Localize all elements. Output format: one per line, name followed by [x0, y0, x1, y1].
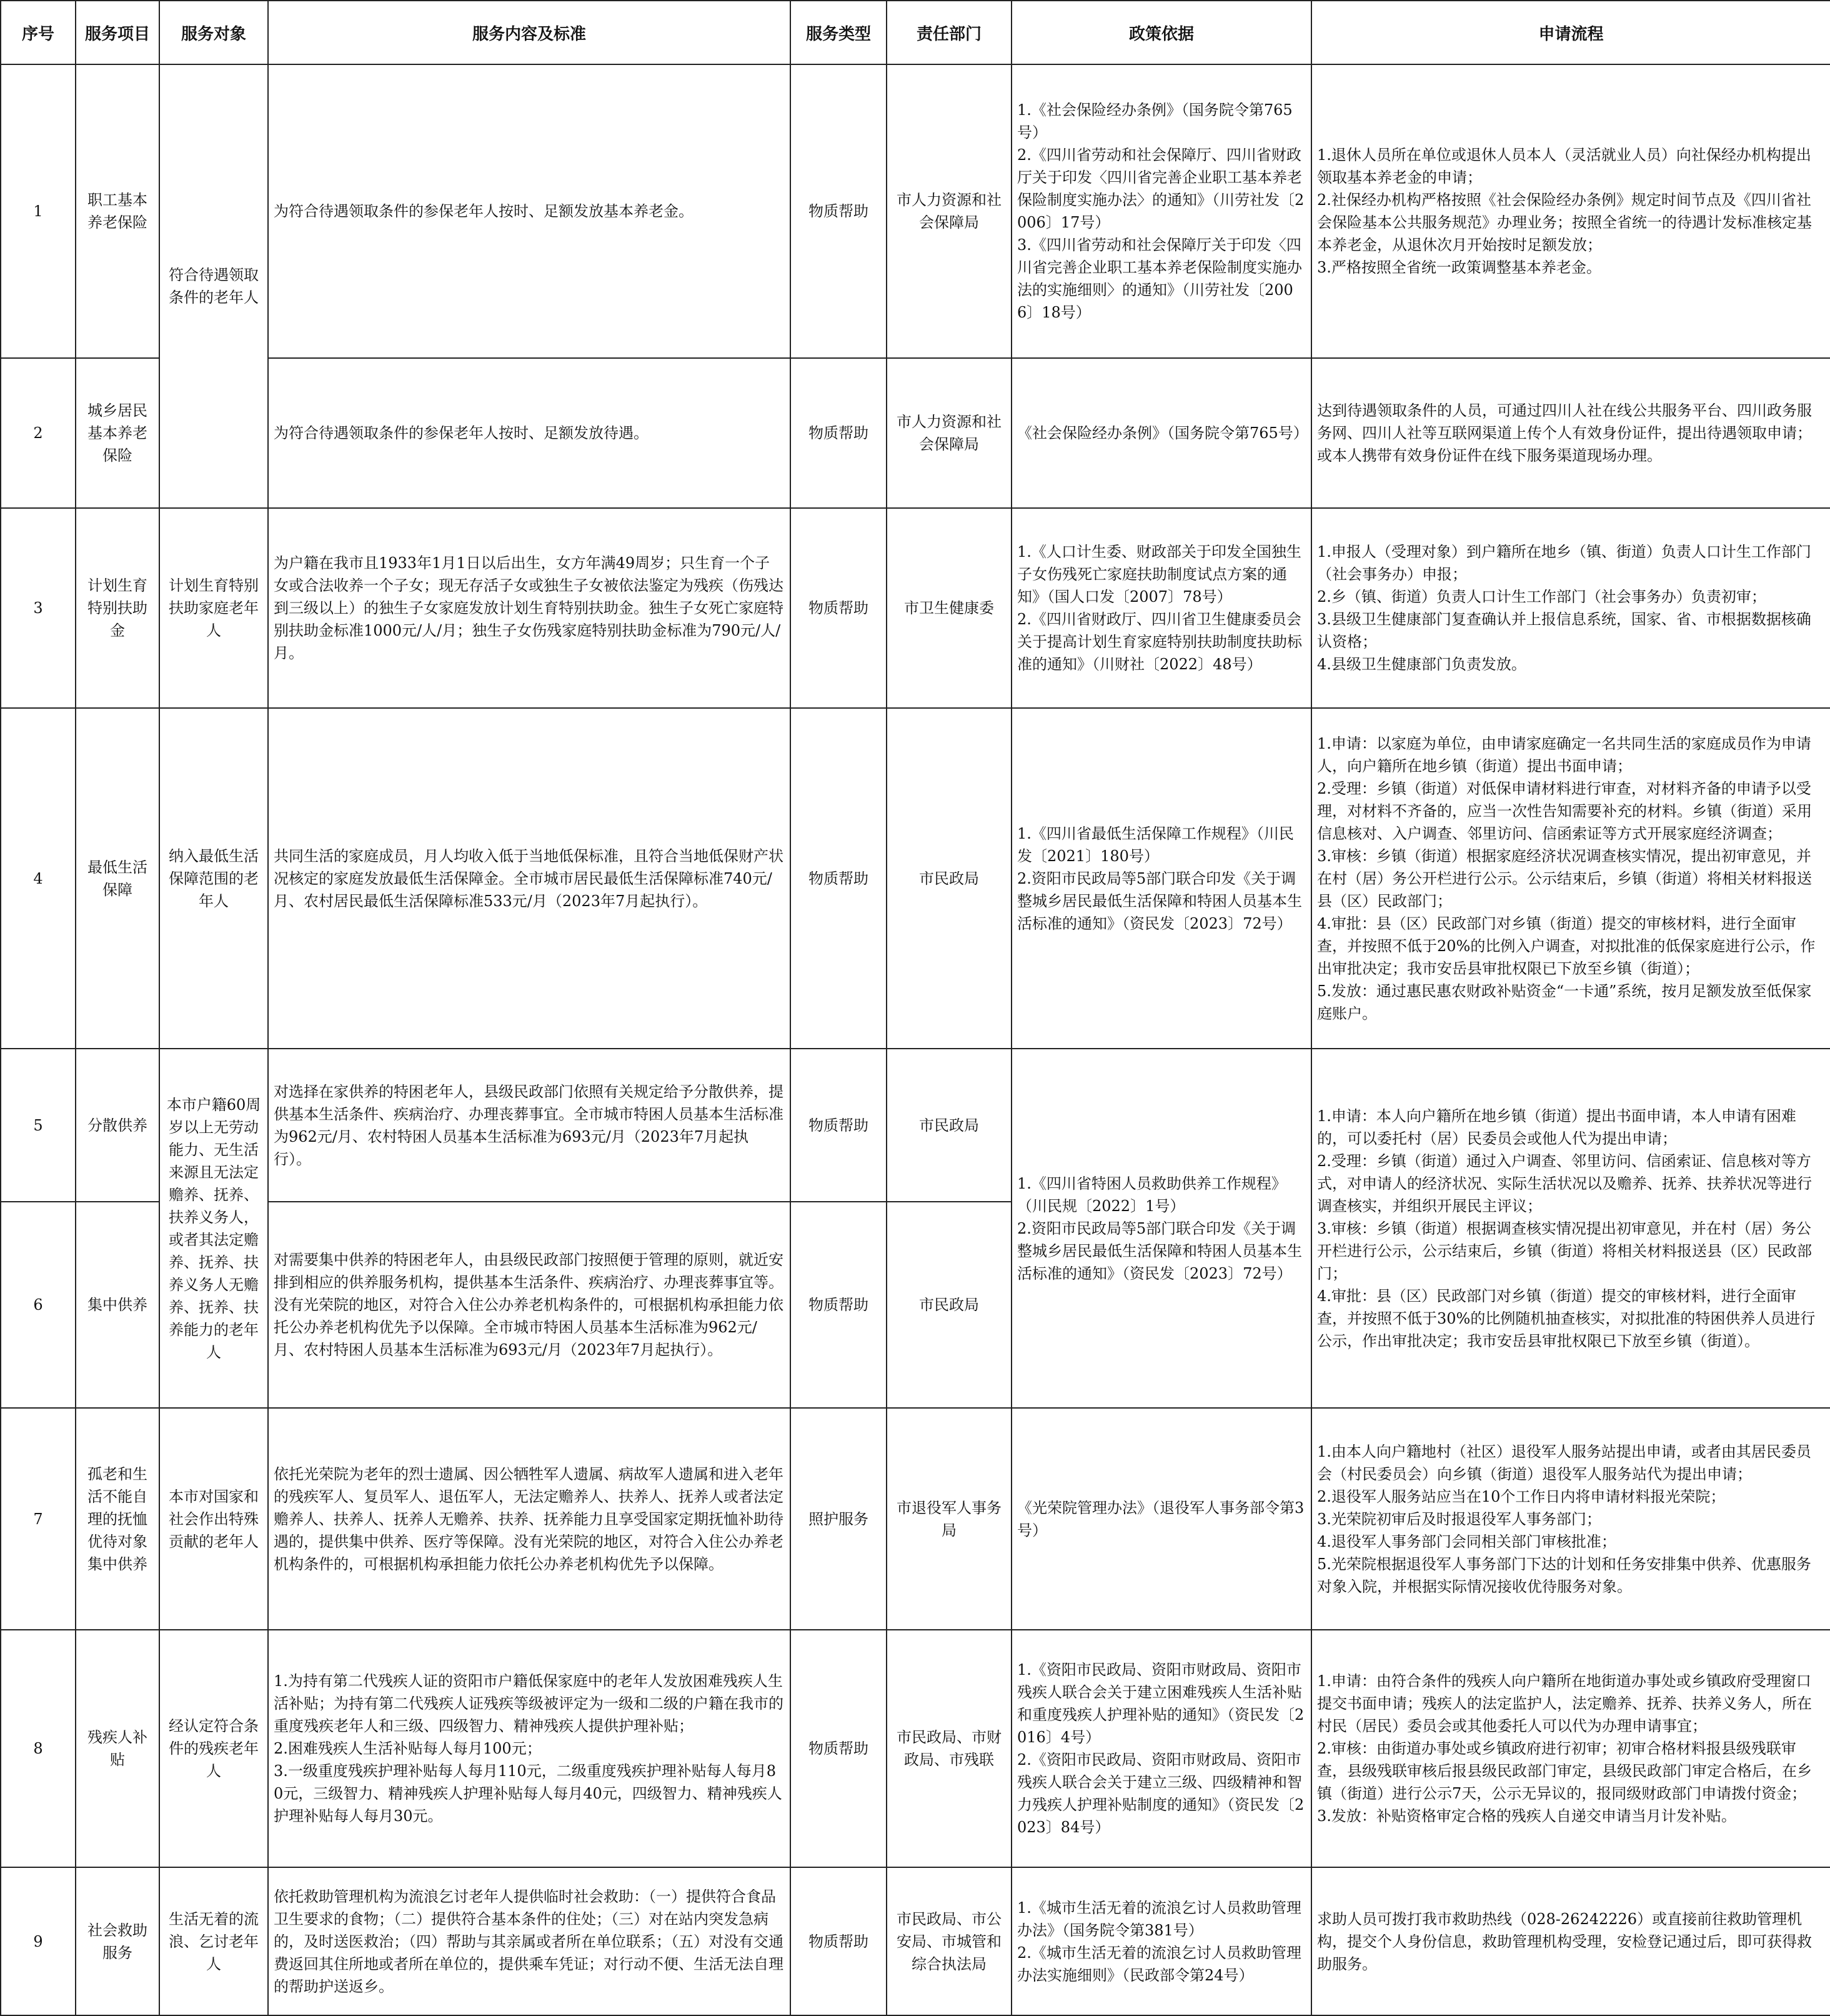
cell-item: 残疾人补贴	[76, 1630, 159, 1867]
cell-target: 纳入最低生活保障范围的老年人	[159, 708, 268, 1049]
cell-process: 1.由本人向户籍地村（社区）退役军人服务站提出申请，或者由其居民委员会（村民委员会）向乡镇（街道）退役军人服务站代为提出申请； 2.退役军人服务站应当在10个工作日内将申请材料报光荣院； 3.光荣院初审后及时报退役军人事务部门； 4.退役军人事务部门会同相关部门审核批准； 5.光荣院根据退役军人事务部门下达的计划和任务安排集中供养、优惠服务对象入院，并根据实际情况接收优待服务对象。	[1311, 1408, 1830, 1630]
cell-item: 孤老和生活不能自理的抚恤优待对象集中供养	[76, 1408, 159, 1630]
cell-type: 物质帮助	[790, 64, 887, 358]
header-policy: 政策依据	[1012, 1, 1311, 64]
cell-target: 本市对国家和社会作出特殊贡献的老年人	[159, 1408, 268, 1630]
cell-dept: 市人力资源和社会保障局	[887, 64, 1012, 358]
cell-process: 1.退休人员所在单位或退休人员本人（灵活就业人员）向社保经办机构提出领取基本养老金的申请； 2.社保经办机构严格按照《社会保险经办条例》规定时间节点及《四川省社会保险基本公共服务规范》办理业务；按照全省统一的待遇计发标准核定基本养老金，从退休次月开始按时足额发放； 3.严格按照全省统一政策调整基本养老金。	[1311, 64, 1830, 358]
cell-content: 为户籍在我市且1933年1月1日以后出生，女方年满49周岁；只生育一个子女或合法收养一个子女；现无存活子女或独生子女被依法鉴定为残疾（伤残达到三级以上）的独生子女家庭发放计划生育特别扶助金。独生子女死亡家庭特别扶助金标准1000元/人/月；独生子女伤残家庭特别扶助金标准为790元/人/月。	[268, 508, 790, 708]
cell-content: 依托救助管理机构为流浪乞讨老年人提供临时社会救助：（一）提供符合食品卫生要求的食物；（二）提供符合基本条件的住处；（三）对在站内突发急病的，及时送医救治；（四）帮助与其亲属或者所在单位联系；（五）对没有交通费返回其住所地或者所在单位的，提供乘车凭证；对行动不便、生活无法自理的帮助护送返乡。	[268, 1867, 790, 2015]
cell-policy: 《光荣院管理办法》（退役军人事务部令第3号）	[1012, 1408, 1311, 1630]
cell-no: 1	[1, 64, 76, 358]
cell-content: 对需要集中供养的特困老年人，由县级民政部门按照便于管理的原则，就近安排到相应的供养服务机构，提供基本生活条件、疾病治疗、办理丧葬事宜等。没有光荣院的地区，对符合入住公办养老机构条件的，可根据机构承担能力依托公办养老机构优先予以保障。全市城市特困人员基本生活标准为962元/月、农村特困人员基本生活标准为693元/月（2023年7月起执行）。	[268, 1202, 790, 1408]
cell-content: 1.为持有第二代残疾人证的资阳市户籍低保家庭中的老年人发放困难残疾人生活补贴；为持有第二代残疾人证残疾等级被评定为一级和二级的户籍在我市的重度残疾老年人和三级、四级智力、精神残疾人提供护理补贴； 2.困难残疾人生活补贴每人每月100元； 3.一级重度残疾护理补贴每人每月110元，二级重度残疾护理补贴每人每月80元，三级智力、精神残疾人护理补贴每人每月40元，四级智力、精神残疾人护理补贴每人每月30元。	[268, 1630, 790, 1867]
header-target: 服务对象	[159, 1, 268, 64]
cell-process: 1.申请：由符合条件的残疾人向户籍所在地街道办事处或乡镇政府受理窗口提交书面申请；残疾人的法定监护人，法定赡养、抚养、扶养义务人，所在村民（居民）委员会或其他委托人可以代为办理申请事宜； 2.审核：由街道办事处或乡镇政府进行初审；初审合格材料报县级残联审查，县级残联审核后报县级民政部门审定，县级民政部门审定合格后，在乡镇（街道）进行公示7天，公示无异议的，报同级财政部门申请拨付资金； 3.发放：补贴资格审定合格的残疾人自递交申请当月计发补贴。	[1311, 1630, 1830, 1867]
cell-dept: 市民政局、市公安局、市城管和综合执法局	[887, 1867, 1012, 2015]
cell-type: 物质帮助	[790, 708, 887, 1049]
cell-target: 本市户籍60周岁以上无劳动能力、无生活来源且无法定赡养、抚养、扶养义务人，或者其法定赡养、抚养、扶养义务人无赡养、抚养、扶养能力的老年人	[159, 1049, 268, 1408]
cell-content: 为符合待遇领取条件的参保老年人按时、足额发放待遇。	[268, 358, 790, 508]
cell-type: 物质帮助	[790, 1630, 887, 1867]
header-process: 申请流程	[1311, 1, 1830, 64]
cell-no: 4	[1, 708, 76, 1049]
cell-dept: 市民政局、市财政局、市残联	[887, 1630, 1012, 1867]
cell-item: 分散供养	[76, 1049, 159, 1202]
cell-dept: 市卫生健康委	[887, 508, 1012, 708]
cell-no: 6	[1, 1202, 76, 1408]
table-row	[1, 64, 1830, 358]
cell-process: 达到待遇领取条件的人员，可通过四川人社在线公共服务平台、四川政务服务网、四川人社等互联网渠道上传个人有效身份证件，提出待遇领取申请；或本人携带有效身份证件在线下服务渠道现场办理。	[1311, 358, 1830, 508]
cell-no: 9	[1, 1867, 76, 2015]
cell-no: 7	[1, 1408, 76, 1630]
cell-type: 物质帮助	[790, 1202, 887, 1408]
cell-content: 共同生活的家庭成员，月人均收入低于当地低保标准，且符合当地低保财产状况核定的家庭发放最低生活保障金。全市城市居民最低生活保障标准740元/月、农村居民最低生活保障标准533元/月（2023年7月起执行）。	[268, 708, 790, 1049]
cell-target: 生活无着的流浪、乞讨老年人	[159, 1867, 268, 2015]
cell-content: 为符合待遇领取条件的参保老年人按时、足额发放基本养老金。	[268, 64, 790, 358]
cell-item: 集中供养	[76, 1202, 159, 1408]
cell-process: 1.申报人（受理对象）到户籍所在地乡（镇、街道）负责人口计生工作部门（社会事务办）申报； 2.乡（镇、街道）负责人口计生工作部门（社会事务办）负责初审； 3.县级卫生健康部门复查确认并上报信息系统，国家、省、市根据数据核确认资格； 4.县级卫生健康部门负责发放。	[1311, 508, 1830, 708]
cell-policy: 1.《四川省最低生活保障工作规程》（川民发〔2021〕180号） 2.资阳市民政局等5部门联合印发《关于调整城乡居民最低生活保障和特困人员基本生活标准的通知》（资民发〔2023〕72号）	[1012, 708, 1311, 1049]
cell-process: 求助人员可拨打我市救助热线（028-26242226）或直接前往救助管理机构，提交个人身份信息，救助管理机构受理，安检登记通过后，即可获得救助服务。	[1311, 1867, 1830, 2015]
table-row	[1, 708, 1830, 1049]
cell-item: 城乡居民基本养老保险	[76, 358, 159, 508]
cell-no: 2	[1, 358, 76, 508]
cell-type: 照护服务	[790, 1408, 887, 1630]
cell-type: 物质帮助	[790, 358, 887, 508]
cell-policy: 1.《城市生活无着的流浪乞讨人员救助管理办法》（国务院令第381号） 2.《城市生活无着的流浪乞讨人员救助管理办法实施细则》（民政部令第24号）	[1012, 1867, 1311, 2015]
cell-content: 对选择在家供养的特困老年人，县级民政部门依照有关规定给予分散供养，提供基本生活条件、疾病治疗、办理丧葬事宜。全市城市特困人员基本生活标准为962元/月、农村特困人员基本生活标准为693元/月（2023年7月起执行）。	[268, 1049, 790, 1202]
cell-no: 8	[1, 1630, 76, 1867]
header-row	[1, 1, 1830, 64]
cell-target: 符合待遇领取条件的老年人	[159, 64, 268, 508]
table-row	[1, 508, 1830, 708]
cell-dept: 市民政局	[887, 708, 1012, 1049]
cell-dept: 市民政局	[887, 1202, 1012, 1408]
table-row	[1, 358, 1830, 508]
cell-no: 3	[1, 508, 76, 708]
cell-type: 物质帮助	[790, 1867, 887, 2015]
cell-item: 计划生育特别扶助金	[76, 508, 159, 708]
cell-target: 经认定符合条件的残疾老年人	[159, 1630, 268, 1867]
cell-policy: 1.《资阳市民政局、资阳市财政局、资阳市残疾人联合会关于建立困难残疾人生活补贴和重度残疾人护理补贴的通知》（资民发〔2016〕4号） 2.《资阳市民政局、资阳市财政局、资阳市残疾人联合会关于建立三级、四级精神和智力残疾人护理补贴制度的通知》（资民发〔2023〕84号）	[1012, 1630, 1311, 1867]
cell-policy: 1.《社会保险经办条例》（国务院令第765号） 2.《四川省劳动和社会保障厅、四川省财政厅关于印发〈四川省完善企业职工基本养老保险制度实施办法〉的通知》（川劳社发〔2006〕17号） 3.《四川省劳动和社会保障厅关于印发〈四川省完善企业职工基本养老保险制度实施办法的实施细则〉的通知》（川劳社发〔2006〕18号）	[1012, 64, 1311, 358]
cell-type: 物质帮助	[790, 508, 887, 708]
table-row	[1, 1867, 1830, 2015]
cell-dept: 市民政局	[887, 1049, 1012, 1202]
header-no: 序号	[1, 1, 76, 64]
header-item: 服务项目	[76, 1, 159, 64]
cell-item: 职工基本养老保险	[76, 64, 159, 358]
cell-policy: 1.《人口计生委、财政部关于印发全国独生子女伤残死亡家庭扶助制度试点方案的通知》（国人口发〔2007〕78号） 2.《四川省财政厅、四川省卫生健康委员会关于提高计划生育家庭特别扶助制度扶助标准的通知》（川财社〔2022〕48号）	[1012, 508, 1311, 708]
table-row	[1, 1408, 1830, 1630]
cell-item: 社会救助服务	[76, 1867, 159, 2015]
cell-no: 5	[1, 1049, 76, 1202]
header-dept: 责任部门	[887, 1, 1012, 64]
cell-process: 1.申请：以家庭为单位，由申请家庭确定一名共同生活的家庭成员作为申请人，向户籍所在地乡镇（街道）提出书面申请； 2.受理：乡镇（街道）对低保申请材料进行审查，对材料齐备的申请予以受理，对材料不齐备的，应当一次性告知需要补充的材料。乡镇（街道）采用信息核对、入户调查、邻里访问、信函索证等方式开展家庭经济调查； 3.审核：乡镇（街道）根据家庭经济状况调查核实情况，提出初审意见，并在村（居）务公开栏进行公示。公示结束后，乡镇（街道）将相关材料报送县（区）民政部门； 4.审批：县（区）民政部门对乡镇（街道）提交的审核材料，进行全面审查，并按照不低于20%的比例入户调查，对拟批准的低保家庭进行公示，作出审批决定；我市安岳县审批权限已下放至乡镇（街道）； 5.发放：通过惠民惠农财政补贴资金“一卡通”系统，按月足额发放至低保家庭账户。	[1311, 708, 1830, 1049]
cell-type: 物质帮助	[790, 1049, 887, 1202]
cell-policy: 1.《四川省特困人员救助供养工作规程》（川民规〔2022〕1号） 2.资阳市民政局等5部门联合印发《关于调整城乡居民最低生活保障和特困人员基本生活标准的通知》（资民发〔2023〕72号）	[1012, 1049, 1311, 1408]
header-type: 服务类型	[790, 1, 887, 64]
table-row	[1, 1630, 1830, 1867]
cell-item: 最低生活保障	[76, 708, 159, 1049]
cell-content: 依托光荣院为老年的烈士遗属、因公牺牲军人遗属、病故军人遗属和进入老年的残疾军人、复员军人、退伍军人，无法定赡养人、扶养人、抚养人或者法定赡养人、扶养人、抚养人无赡养、扶养、抚养能力且享受国家定期抚恤补助待遇的，提供集中供养、医疗等保障。没有光荣院的地区，对符合入住公办养老机构条件的，可根据机构承担能力依托公办养老机构优先予以保障。	[268, 1408, 790, 1630]
table-row	[1, 1049, 1830, 1202]
cell-target: 计划生育特别扶助家庭老年人	[159, 508, 268, 708]
cell-dept: 市退役军人事务局	[887, 1408, 1012, 1630]
cell-policy: 《社会保险经办条例》（国务院令第765号）	[1012, 358, 1311, 508]
cell-dept: 市人力资源和社会保障局	[887, 358, 1012, 508]
header-content: 服务内容及标准	[268, 1, 790, 64]
cell-process: 1.申请：本人向户籍所在地乡镇（街道）提出书面申请，本人申请有困难的，可以委托村（居）民委员会或他人代为提出申请； 2.受理：乡镇（街道）通过入户调查、邻里访问、信函索证、信息核对等方式，对申请人的经济状况、实际生活状况以及赡养、抚养、扶养状况等进行调查核实，并组织开展民主评议； 3.审核：乡镇（街道）根据调查核实情况提出初审意见，并在村（居）务公开栏进行公示，公示结束后，乡镇（街道）将相关材料报送县（区）民政部门； 4.审批：县（区）民政部门对乡镇（街道）提交的审核材料，进行全面审查，并按照不低于30%的比例随机抽查核实，对拟批准的特困供养人员进行公示，作出审批决定；我市安岳县审批权限已下放至乡镇（街道）。	[1311, 1049, 1830, 1408]
